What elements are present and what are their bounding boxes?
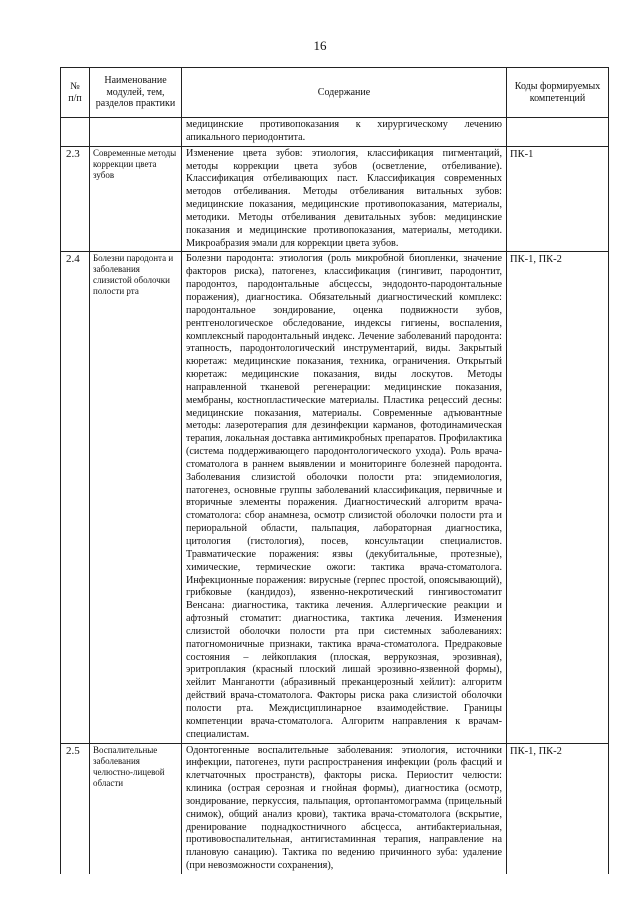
row-codes (507, 118, 609, 147)
row-content: Изменение цвета зубов: этиология, классификация пигментаций, методы коррекции цвета зубов (осветление, отбеливание). Классификация отбеливающих паст. Классификация современных методов отбеливания. Методы отбеливания витальных зубов: медицинские показания, медицинские противопоказания, материалы, методики. Методы отбеливания девитальных зубов: медицинские показания и медицинские противопоказания, материалы, методики. Микроабразия эмали для коррекции цвета зубов. (182, 146, 507, 252)
table-row (61, 252, 609, 743)
row-content: медицинские противопоказания к хирургическому лечению апикального периодонтита. (182, 118, 507, 147)
page-number: 16 (313, 38, 327, 53)
row-codes: ПК-1, ПК-2 (507, 252, 609, 743)
table-header-row (61, 68, 609, 118)
row-codes: ПК-1 (507, 146, 609, 252)
row-number: 2.3 (61, 146, 90, 252)
row-module: Болезни пародонта и заболевания слизистой оболочки полости рта (90, 252, 182, 743)
row-module (90, 118, 182, 147)
header-num: № п/п (61, 68, 90, 118)
row-number: 2.4 (61, 252, 90, 743)
curriculum-table (60, 67, 609, 874)
table-row (61, 146, 609, 252)
row-module: Современные методы коррекции цвета зубов (90, 146, 182, 252)
row-number (61, 118, 90, 147)
table-row (61, 743, 609, 874)
table-row (61, 118, 609, 147)
row-content: Одонтогенные воспалительные заболевания: этиология, источники инфекции, патогенез, пути распространения инфекции (роль фасций и клетчаточных пространств), факторы риска. Периостит челюсти: клиника (острая серозная и гнойная формы), диагностика (осмотр, зондирование, перкуссия, пальпация, ортопантомограмма (прицельный снимок), общий анализ крови), тактика врача-стоматолога (вскрытие, дренирование поднадкостничного абсцесса, антибактериальная, противовоспалительная, антигистаминная терапия, направление на плановую санацию). Тактика по ведению причинного зуба: удаление (при невозможности сохранения), (182, 743, 507, 874)
row-module: Воспалительные заболевания челюстно-лицевой области (90, 743, 182, 874)
row-number: 2.5 (61, 743, 90, 874)
header-module: Наименование модулей, тем, разделов практики (90, 68, 182, 118)
row-codes: ПК-1, ПК-2 (507, 743, 609, 874)
header-codes: Коды формируемых компетенций (507, 68, 609, 118)
header-content: Содержание (182, 68, 507, 118)
row-content: Болезни пародонта: этиология (роль микробной биопленки, значение факторов риска), патогенез, классификация (гингивит, пародонтит, пародонтоз, пародонтальные абсцессы, эндодонто-пародонтальные поражения), диагностика. Обязательный диагностический комплекс: пародонтальное зондирование, оценка подвижности зубов, рентгенологическое обследование, индексы гигиены, воспаления, комплексный пародонтальный индекс. Лечение заболеваний пародонта: этапность, пародонтологический инструментарий, виды. Закрытый кюретаж: медицинские показания, техника, ограничения. Открытый кюретаж: медицинские показания, виды лоскутов. Методы направленной тканевой регенерации: медицинские показания, мембраны, костнопластические материалы. Пластика рецессий десны: медицинские показания, материалы. Современные адъювантные методы: лазеротерапия для дезинфекции карманов, фотодинамическая терапия, локальная доставка антимикробных препаратов. Профилактика (система поддерживающего пародонтологического ухода). Роль врача-стоматолога в раннем выявлении и мониторинге болезней пародонта. Заболевания слизистой оболочки полости рта: эпидемиология, патогенез, основные группы заболеваний классификация, первичные и вторичные элементы поражения. Диагностический алгоритм врача-стоматолога: сбор анамнеза, осмотр слизистой оболочки полости рта и периоральной области, пальпация, лабораторная диагностика, цитология (гистология), посев, консультации специалистов. Травматические поражения: язвы (декубитальные, протезные), химические, термические ожоги: тактика врача-стоматолога. Инфекционные поражения: вирусные (герпес простой, опоясывающий), грибковые (кандидоз), язвенно-некротический гингивостоматит Венсана: диагностика, тактика лечения. Аллергические реакции и афтозный стоматит: диагностика, тактика лечения. Изменения слизистой оболочки полости рта при системных заболеваниях: патогномоничные признаки, тактика врача-стоматолога. Предраковые состояния – лейкоплакия (плоская, веррукозная, эрозивная), эритроплакия (красный плоский лишай эрозивно-язвенной формы), хейлит Манганотти (абразивный преканцерозный хейлит): алгоритм действий врача-стоматолога. Факторы риска рака слизистой оболочки полости рта. Междисциплинарное взаимодействие. Границы компетенции врача-стоматолога. Алгоритм направления к врачам-специалистам. (182, 252, 507, 743)
